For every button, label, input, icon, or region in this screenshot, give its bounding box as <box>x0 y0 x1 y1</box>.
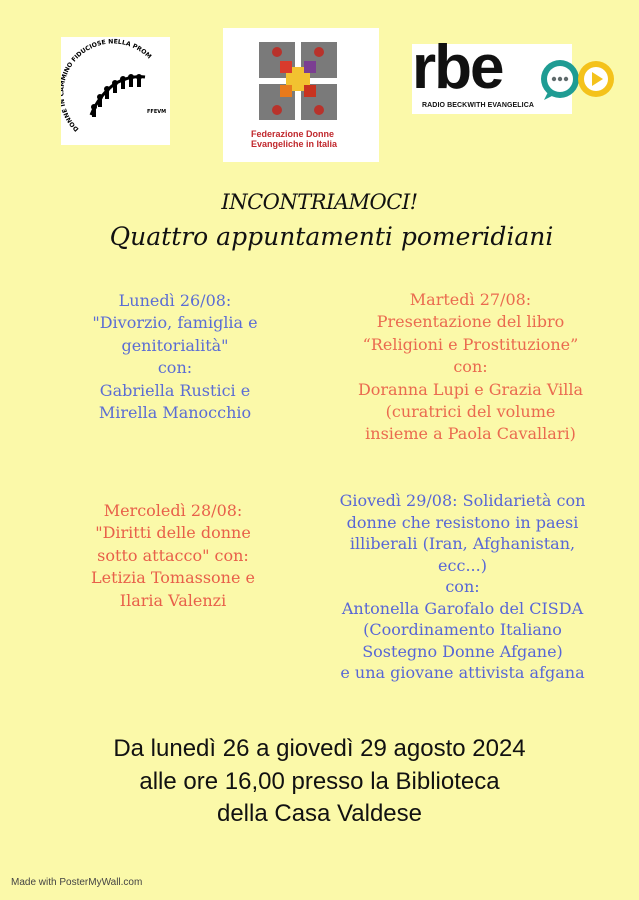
schedule-time-place: alle ore 16,00 presso la Biblioteca <box>139 767 500 795</box>
rbe-subtitle: RADIO BECKWITH EVANGELICA <box>422 102 535 109</box>
schedule-venue: della Casa Valdese <box>216 800 423 827</box>
event-thursday: Giovedì 29/08: Solidarietà con donne che resistono in paesi illiberali (Iran, Afghanistan, ecc...) con: Antonella Garofalo del CISDA (Coordinamento Italiano Sostegno Donne Afgane) e una giovane attivista afgana <box>339 491 586 682</box>
event-wednesday: Mercoledì 28/08: "Diritti delle donne sotto attacco" con: Letizia Tomassone e Ilaria Valenzi <box>91 501 255 610</box>
rbe-logo <box>412 33 618 114</box>
page-subtitle: Quattro appuntamenti pomeridiani <box>109 222 554 251</box>
ffevm-logo <box>61 37 170 145</box>
event-tuesday: Martedì 27/08: Presentazione del libro “Religioni e Prostituzione” con: Doranna Lupi e Grazia Villa (curatrici del volume insieme a Paola Cavallari) <box>357 290 584 444</box>
fdei-name-line1: Federazione Donne <box>251 129 335 139</box>
ffevm-arc-text: DONNE INO FIDUCIOSE NELLA PROM <box>61 38 153 133</box>
schedule-info <box>0 733 639 831</box>
rbe-chat-play-icon <box>540 56 618 102</box>
ffevm-side-text: FFEVM <box>147 109 167 115</box>
schedule-dates: Da lunedì 26 a giovedì 29 agosto 2024 <box>113 735 526 762</box>
fdei-emblem-icon <box>223 28 379 128</box>
made-with-credit: Made with PosterMyWall.com <box>11 877 143 888</box>
fdei-name <box>251 129 361 149</box>
page-title: INCONTRIAMOCI! <box>221 190 418 214</box>
rbe-wordmark: rbe <box>412 33 503 102</box>
fdei-logo <box>223 28 379 162</box>
event-monday: Lunedì 26/08: "Divorzio, famiglia e genitorialità" con: Gabriella Rustici e Mirella Manocchio <box>92 291 258 423</box>
fdei-name-line2: Evangeliche in Italia <box>251 139 338 149</box>
ffevm-emblem-icon <box>61 37 170 145</box>
